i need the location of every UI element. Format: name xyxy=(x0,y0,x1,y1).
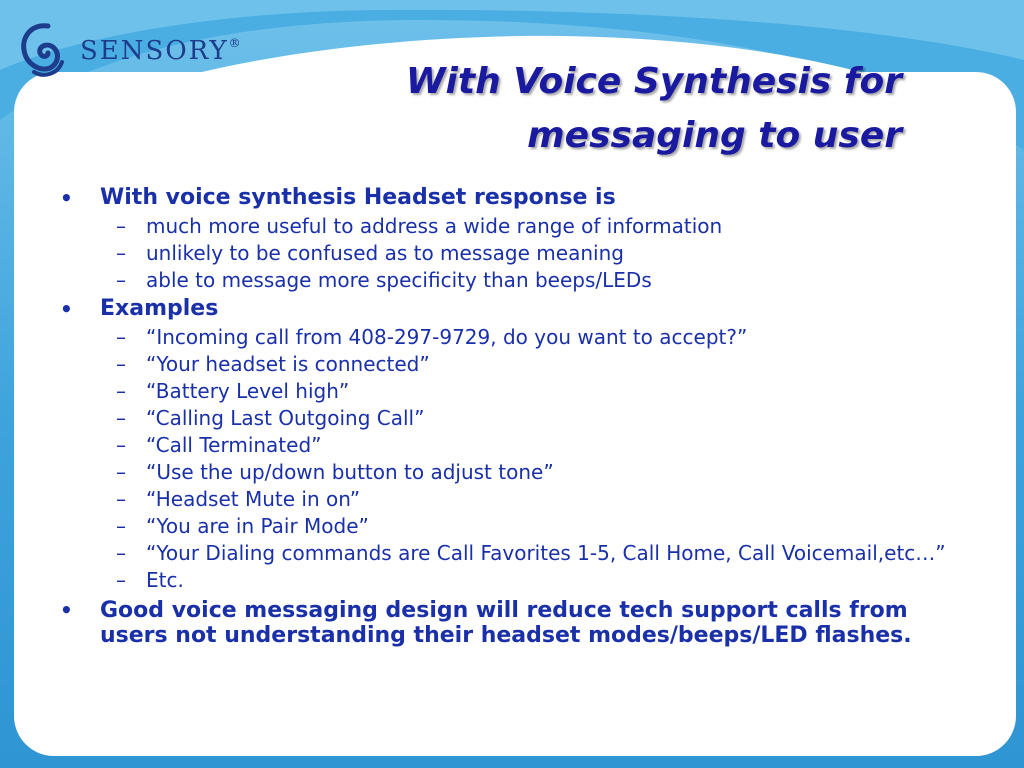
bullet-item: • Good voice messaging design will reduce tech support calls from users not understanding their headset modes/beeps/LED flashes. xyxy=(60,598,912,648)
sub-bullet-item: – “Headset Mute in on” xyxy=(116,487,361,511)
bullet-item: • Examples xyxy=(60,296,219,321)
logo-wordmark: SENSORY® xyxy=(80,36,241,66)
bullet-item: • With voice synthesis Headset response is xyxy=(60,185,616,210)
title-line-1: With Voice Synthesis for xyxy=(405,61,902,102)
sensory-logo xyxy=(18,20,248,80)
sensory-logo-icon xyxy=(18,20,66,80)
sub-bullet-item: – “Incoming call from 408-297-9729, do you want to accept?” xyxy=(116,325,748,349)
sub-bullet-item: – much more useful to address a wide range of information xyxy=(116,214,723,238)
sub-bullet-item: – able to message more specificity than beeps/LEDs xyxy=(116,268,652,292)
sub-bullet-item: – “Your Dialing commands are Call Favorites 1-5, Call Home, Call Voicemail,etc…” xyxy=(116,541,946,565)
sub-bullet-item: – Etc. xyxy=(116,568,184,592)
sub-bullet-item: – “You are in Pair Mode” xyxy=(116,514,369,538)
sub-bullet-item: – “Your headset is connected” xyxy=(116,352,430,376)
sub-bullet-item: – “Battery Level high” xyxy=(116,379,350,403)
sub-bullet-item: – unlikely to be confused as to message meaning xyxy=(116,241,624,265)
title-line-2: messaging to user xyxy=(527,115,902,156)
sub-bullet-item: – “Use the up/down button to adjust tone” xyxy=(116,460,554,484)
slide-title xyxy=(302,55,902,163)
bullet-list xyxy=(60,182,980,654)
sub-bullet-item: – “Calling Last Outgoing Call” xyxy=(116,406,425,430)
sub-bullet-item: – “Call Terminated” xyxy=(116,433,322,457)
